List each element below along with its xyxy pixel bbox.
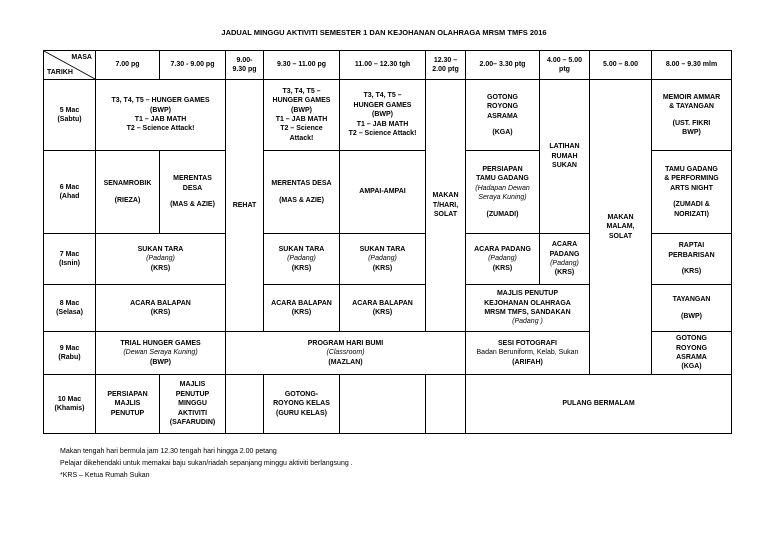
- activity-cell: SUKAN TARA (Padang) (KRS): [264, 234, 340, 285]
- time-header: 7.00 pg: [96, 51, 160, 80]
- activity-cell: SUKAN TARA (Padang) (KRS): [340, 234, 426, 285]
- date-cell: 6 Mac (Ahad: [44, 151, 96, 234]
- lunch-cell: MAKAN T/HARI, SOLAT: [426, 80, 466, 332]
- time-header: 11.00 – 12.30 tgh: [340, 51, 426, 80]
- activity-cell: GOTONG ROYONG ASRAMA (KGA): [466, 80, 540, 151]
- time-header: 7.30 - 9.00 pg: [160, 51, 226, 80]
- activity-cell: PULANG BERMALAM: [466, 375, 732, 434]
- activity-cell: T3, T4, T5 – HUNGER GAMES (BWP) T1 – JAB MATH T2 – Science Attack!: [96, 80, 226, 151]
- activity-cell: MERENTAS DESA (MAS & AZIE): [160, 151, 226, 234]
- tarikh-label: TARIKH: [47, 68, 73, 76]
- activity-cell: ACARA BALAPAN (KRS): [96, 285, 226, 332]
- activity-cell: T3, T4, T5 – HUNGER GAMES (BWP) T1 – JAB MATH T2 – Science Attack!: [264, 80, 340, 151]
- note-line: Makan tengah hari bermula jam 12.30 tengah hari hingga 2.00 petang: [60, 448, 277, 455]
- note-line: Pelajar dikehendaki untuk memakai baju sukan/riadah sepanjang minggu aktiviti berlangsung .: [60, 459, 353, 467]
- empty-cell: [340, 375, 426, 434]
- activity-cell: PROGRAM HARI BUMI (Classroom) (MAZLAN): [226, 332, 466, 375]
- note-line: *KRS – Ketua Rumah Sukan: [60, 471, 150, 479]
- activity-cell: MAJLIS PENUTUP MINGGU AKTIVITI (SAFARUDIN): [160, 375, 226, 434]
- time-header: 9.30 – 11.00 pg: [264, 51, 340, 80]
- activity-cell: PERSIAPAN TAMU GADANG (Hadapan Dewan Seraya Kuning) (ZUMADI): [466, 151, 540, 234]
- activity-cell: TAYANGAN (BWP): [652, 285, 732, 332]
- activity-cell: MERENTAS DESA (MAS & AZIE): [264, 151, 340, 234]
- document-title: JADUAL MINGGU AKTIVITI SEMESTER 1 DAN KEJOHANAN OLAHRAGA MRSM TMFS 2016: [221, 28, 547, 37]
- time-header: 2.00– 3.30 ptg: [466, 51, 540, 80]
- time-header: 9.00- 9.30 pg: [226, 51, 264, 80]
- activity-cell: GOTONG- ROYONG KELAS (GURU KELAS): [264, 375, 340, 434]
- activity-cell: GOTONG ROYONG ASRAMA (KGA): [652, 332, 732, 375]
- activity-cell: ACARA PADANG (Padang) (KRS): [540, 234, 590, 285]
- corner-cell: [44, 51, 96, 80]
- rehat-cell: REHAT: [226, 80, 264, 332]
- activity-cell: T3, T4, T5 – HUNGER GAMES (BWP) T1 – JAB MATH T2 – Science Attack!: [340, 80, 426, 151]
- time-header: 8.00 – 9.30 mlm: [652, 51, 732, 80]
- activity-cell: MAJLIS PENUTUP KEJOHANAN OLAHRAGA MRSM TMFS, SANDAKAN (Padang ): [466, 285, 590, 332]
- activity-cell: SENAMROBIK (RIEZA): [96, 151, 160, 234]
- activity-cell: TRIAL HUNGER GAMES (Dewan Seraya Kuning) (BWP): [96, 332, 226, 375]
- date-cell: 8 Mac (Selasa): [44, 285, 96, 332]
- time-header: 5.00 – 8.00: [590, 51, 652, 80]
- activity-cell: SESI FOTOGRAFI Badan Beruniform, Kelab, Sukan (ARIFAH): [466, 332, 590, 375]
- header-row: [44, 51, 732, 80]
- activity-cell: LATIHAN RUMAH SUKAN: [540, 80, 590, 234]
- activity-cell: MEMOIR AMMAR & TAYANGAN (UST. FIKRI BWP): [652, 80, 732, 151]
- activity-cell: RAPTAI PERBARISAN (KRS): [652, 234, 732, 285]
- dinner-cell: MAKAN MALAM, SOLAT: [590, 80, 652, 375]
- schedule-table: [43, 50, 732, 434]
- table-row: [44, 375, 732, 434]
- activity-cell: ACARA BALAPAN (KRS): [340, 285, 426, 332]
- activity-cell: ACARA BALAPAN (KRS): [264, 285, 340, 332]
- activity-cell: TAMU GADANG & PERFORMING ARTS NIGHT (ZUMADI & NORIZATI): [652, 151, 732, 234]
- table-row: [44, 80, 732, 151]
- date-cell: 5 Mac (Sabtu): [44, 80, 96, 151]
- empty-cell: [426, 375, 466, 434]
- footnotes: [60, 446, 353, 482]
- activity-cell: PERSIAPAN MAJLIS PENUTUP: [96, 375, 160, 434]
- date-cell: 7 Mac (Isnin): [44, 234, 96, 285]
- time-header: 12.30 – 2.00 ptg: [426, 51, 466, 80]
- time-header: 4.00 – 5.00 ptg: [540, 51, 590, 80]
- date-cell: 10 Mac (Khamis): [44, 375, 96, 434]
- activity-cell: ACARA PADANG (Padang) (KRS): [466, 234, 540, 285]
- date-cell: 9 Mac (Rabu): [44, 332, 96, 375]
- masa-label: MASA: [71, 54, 92, 61]
- activity-cell: SUKAN TARA (Padang) (KRS): [96, 234, 226, 285]
- activity-cell: AMPAI-AMPAI: [340, 151, 426, 234]
- empty-cell: [226, 375, 264, 434]
